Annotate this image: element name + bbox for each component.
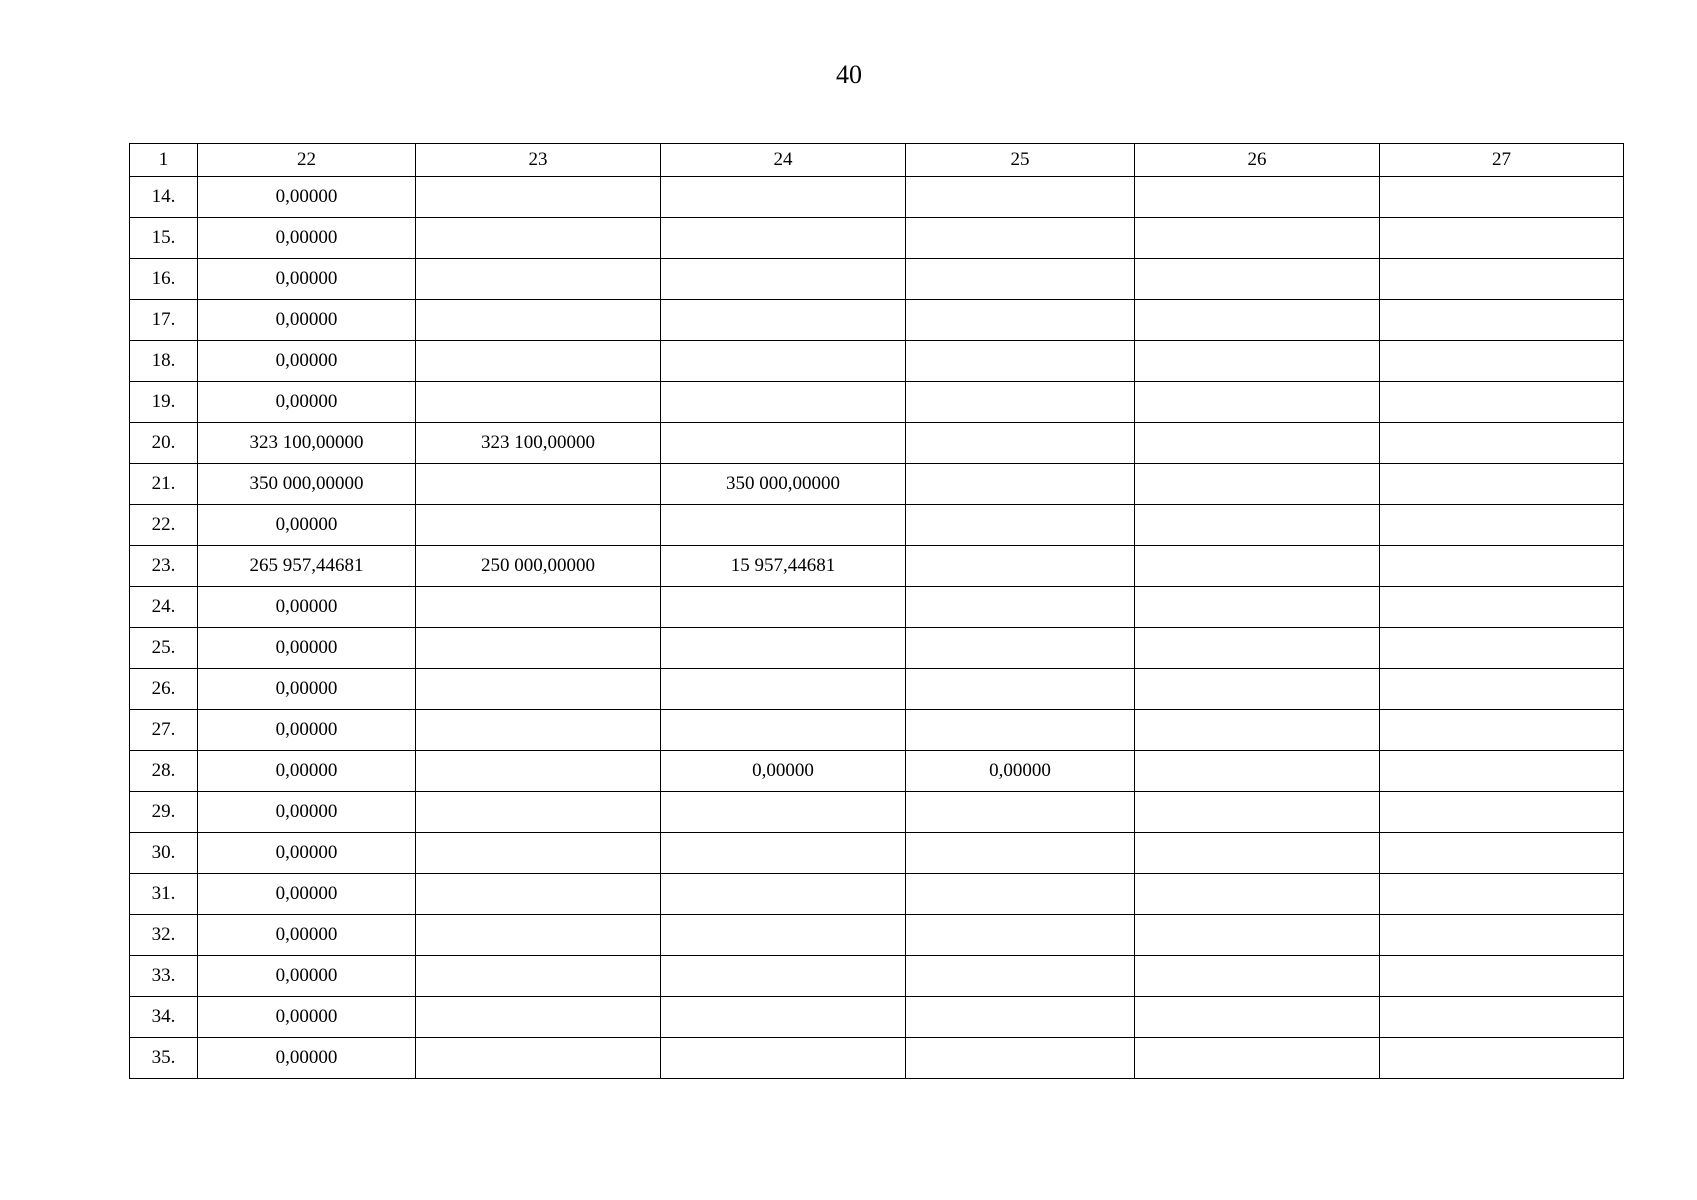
table-cell [1380, 341, 1624, 382]
table-cell: 0,00000 [198, 300, 416, 341]
table-cell [906, 874, 1135, 915]
table-cell [416, 915, 661, 956]
table-cell [1380, 300, 1624, 341]
table-body [130, 177, 1624, 1079]
table-cell: 250 000,00000 [416, 546, 661, 587]
table-cell [1135, 997, 1380, 1038]
table-cell: 323 100,00000 [416, 423, 661, 464]
data-table [129, 143, 1624, 1079]
table-row [130, 1038, 1624, 1079]
table-cell: 0,00000 [198, 915, 416, 956]
table-cell [1380, 833, 1624, 874]
table-cell [1135, 792, 1380, 833]
row-number-cell: 28. [130, 751, 198, 792]
table-cell [661, 833, 906, 874]
row-number-cell: 27. [130, 710, 198, 751]
table-cell [661, 587, 906, 628]
table-cell [1135, 300, 1380, 341]
table-cell: 0,00000 [198, 710, 416, 751]
table-cell [1135, 464, 1380, 505]
table-cell [1380, 464, 1624, 505]
table-cell: 0,00000 [198, 628, 416, 669]
table-cell: 0,00000 [198, 218, 416, 259]
table-cell [1380, 792, 1624, 833]
table-cell [906, 423, 1135, 464]
table-row [130, 751, 1624, 792]
table-cell [1380, 546, 1624, 587]
table-row [130, 628, 1624, 669]
row-number-cell: 33. [130, 956, 198, 997]
table-cell [661, 628, 906, 669]
table-row [130, 218, 1624, 259]
table-row [130, 587, 1624, 628]
table-row [130, 874, 1624, 915]
row-number-cell: 26. [130, 669, 198, 710]
table-cell: 0,00000 [198, 833, 416, 874]
column-header: 1 [130, 144, 198, 177]
table-cell [1135, 628, 1380, 669]
table-cell [1380, 874, 1624, 915]
table-cell [661, 710, 906, 751]
table-cell [661, 1038, 906, 1079]
table-cell [1380, 710, 1624, 751]
column-header: 25 [906, 144, 1135, 177]
table-cell [416, 833, 661, 874]
table-cell [661, 505, 906, 546]
table-cell [1135, 505, 1380, 546]
row-number-cell: 16. [130, 259, 198, 300]
table-cell [661, 218, 906, 259]
table-row [130, 300, 1624, 341]
row-number-cell: 35. [130, 1038, 198, 1079]
table-cell: 0,00000 [198, 382, 416, 423]
table-cell: 0,00000 [198, 341, 416, 382]
column-header: 24 [661, 144, 906, 177]
table-cell [661, 997, 906, 1038]
table-cell [661, 792, 906, 833]
row-number-cell: 21. [130, 464, 198, 505]
table-cell [661, 259, 906, 300]
table-cell [906, 218, 1135, 259]
table-cell [1380, 259, 1624, 300]
table-cell [416, 218, 661, 259]
table-cell [416, 710, 661, 751]
table-cell [906, 710, 1135, 751]
table-cell [1380, 751, 1624, 792]
table-cell [906, 792, 1135, 833]
table-cell [1380, 628, 1624, 669]
table-cell [1380, 505, 1624, 546]
row-number-cell: 23. [130, 546, 198, 587]
table-cell [416, 792, 661, 833]
table-cell [1380, 382, 1624, 423]
table-cell [1135, 259, 1380, 300]
table-cell [1135, 751, 1380, 792]
table-cell [906, 997, 1135, 1038]
table-cell: 323 100,00000 [198, 423, 416, 464]
table-cell: 0,00000 [198, 751, 416, 792]
table-cell [1380, 997, 1624, 1038]
table-cell [1135, 546, 1380, 587]
table-cell [661, 382, 906, 423]
row-number-cell: 20. [130, 423, 198, 464]
table-cell: 0,00000 [198, 874, 416, 915]
table-cell [1135, 833, 1380, 874]
column-header: 26 [1135, 144, 1380, 177]
row-number-cell: 22. [130, 505, 198, 546]
table-cell [416, 505, 661, 546]
table-cell [416, 587, 661, 628]
table-cell [906, 833, 1135, 874]
table-cell: 0,00000 [198, 177, 416, 218]
table-row [130, 833, 1624, 874]
table-cell [1135, 382, 1380, 423]
table-cell [661, 874, 906, 915]
table-cell [661, 956, 906, 997]
table-cell: 0,00000 [198, 259, 416, 300]
table-cell [416, 669, 661, 710]
table-cell: 0,00000 [198, 956, 416, 997]
column-header: 27 [1380, 144, 1624, 177]
table-cell [1380, 669, 1624, 710]
row-number-cell: 17. [130, 300, 198, 341]
table-cell [1135, 177, 1380, 218]
table-row [130, 505, 1624, 546]
table-row [130, 669, 1624, 710]
table-cell [416, 382, 661, 423]
column-header: 23 [416, 144, 661, 177]
table-cell [1380, 218, 1624, 259]
table-cell [661, 177, 906, 218]
table-cell [416, 341, 661, 382]
table-cell [416, 956, 661, 997]
table-cell [416, 997, 661, 1038]
table-cell [906, 259, 1135, 300]
table-cell [1135, 874, 1380, 915]
row-number-cell: 15. [130, 218, 198, 259]
table-row [130, 341, 1624, 382]
table-cell [416, 874, 661, 915]
row-number-cell: 32. [130, 915, 198, 956]
row-number-cell: 19. [130, 382, 198, 423]
table-cell: 350 000,00000 [661, 464, 906, 505]
row-number-cell: 29. [130, 792, 198, 833]
table-cell [906, 669, 1135, 710]
table-cell [661, 300, 906, 341]
table-cell [1380, 177, 1624, 218]
table-cell [906, 341, 1135, 382]
table-cell [416, 177, 661, 218]
table-cell [1380, 1038, 1624, 1079]
table-cell [1135, 341, 1380, 382]
table-cell [416, 300, 661, 341]
table-row [130, 259, 1624, 300]
table-cell [416, 628, 661, 669]
table-cell [906, 1038, 1135, 1079]
row-number-cell: 25. [130, 628, 198, 669]
table-cell [416, 259, 661, 300]
table-cell [1135, 669, 1380, 710]
table-row [130, 382, 1624, 423]
table-cell [1380, 423, 1624, 464]
table-cell [1380, 587, 1624, 628]
table-row [130, 915, 1624, 956]
table-cell [906, 915, 1135, 956]
table-cell: 0,00000 [198, 1038, 416, 1079]
table-cell [906, 177, 1135, 218]
row-number-cell: 34. [130, 997, 198, 1038]
table-cell: 0,00000 [661, 751, 906, 792]
table-row [130, 546, 1624, 587]
table-cell [1380, 956, 1624, 997]
table-cell: 0,00000 [906, 751, 1135, 792]
table-cell [416, 751, 661, 792]
table-cell [661, 423, 906, 464]
table-cell [1380, 915, 1624, 956]
row-number-cell: 31. [130, 874, 198, 915]
row-number-cell: 18. [130, 341, 198, 382]
table-cell [1135, 956, 1380, 997]
table-cell [416, 1038, 661, 1079]
page-number: 40 [836, 60, 862, 89]
table-cell [1135, 423, 1380, 464]
table-row [130, 177, 1624, 218]
table-cell [1135, 915, 1380, 956]
table-cell [1135, 710, 1380, 751]
table-cell: 0,00000 [198, 587, 416, 628]
table-cell [906, 546, 1135, 587]
table-cell: 350 000,00000 [198, 464, 416, 505]
table-cell [661, 915, 906, 956]
table-cell [416, 464, 661, 505]
header-row [130, 144, 1624, 177]
table-cell [1135, 218, 1380, 259]
table-row [130, 956, 1624, 997]
table-cell [906, 300, 1135, 341]
table-cell: 0,00000 [198, 505, 416, 546]
data-table-container [129, 143, 1623, 1079]
table-cell [906, 464, 1135, 505]
row-number-cell: 14. [130, 177, 198, 218]
table-cell [906, 956, 1135, 997]
row-number-cell: 24. [130, 587, 198, 628]
row-number-cell: 30. [130, 833, 198, 874]
table-row [130, 792, 1624, 833]
table-cell [661, 341, 906, 382]
table-cell [661, 669, 906, 710]
table-cell: 15 957,44681 [661, 546, 906, 587]
table-cell [906, 587, 1135, 628]
table-header [130, 144, 1624, 177]
table-cell: 0,00000 [198, 669, 416, 710]
table-cell [906, 382, 1135, 423]
table-row [130, 464, 1624, 505]
table-cell: 0,00000 [198, 792, 416, 833]
table-cell: 265 957,44681 [198, 546, 416, 587]
table-row [130, 997, 1624, 1038]
table-cell [906, 628, 1135, 669]
table-cell [1135, 1038, 1380, 1079]
table-row [130, 710, 1624, 751]
table-row [130, 423, 1624, 464]
table-cell [906, 505, 1135, 546]
table-cell [1135, 587, 1380, 628]
table-cell: 0,00000 [198, 997, 416, 1038]
column-header: 22 [198, 144, 416, 177]
